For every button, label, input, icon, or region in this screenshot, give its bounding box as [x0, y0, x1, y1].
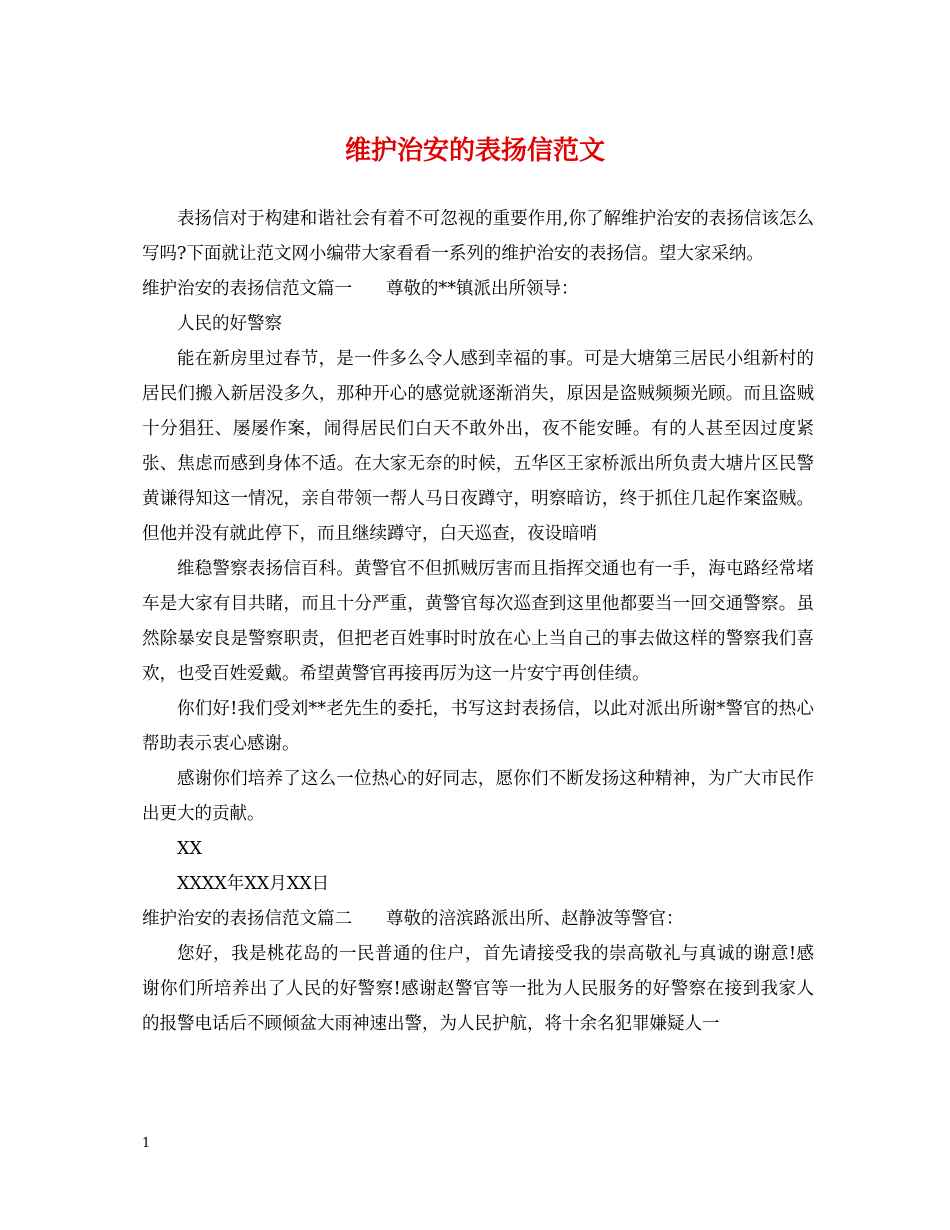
paragraph: 人民的好警察	[177, 314, 282, 334]
section-title: 维护治安的表扬信范文篇一	[142, 279, 352, 299]
paragraph: 能在新房里过春节，是一件多么令人感到幸福的事。可是大塘第三居民小组新村的居民们搬入新居没多久，那种开心的感觉就逐渐消失，原因是盗贼频频光顾。而且盗贼十分猖狂、屡屡作案，闹得居民们白天不敢外出，夜不能安睡。有的人甚至因过度紧张、焦虑而感到身体不适。在大家无奈的时候，五华区王家桥派出所负责大塘片区民警黄谦得知这一情况，亲自带领一帮人马日夜蹲守，明察暗访，终于抓住几起作案盗贼。但他并没有就此停下，而且继续蹲守，白天巡查，夜设暗哨	[142, 349, 814, 544]
section-heading	[142, 902, 814, 937]
intro-paragraph: 表扬信对于构建和谐社会有着不可忽视的重要作用,你了解维护治安的表扬信该怎么写吗?下面就让范文网小编带大家看看一系列的维护治安的表扬信。望大家采纳。	[142, 209, 814, 264]
section-heading	[142, 272, 814, 307]
paragraph: 感谢你们培养了这么一位热心的好同志，愿你们不断发扬这种精神，为广大市民作出更大的贡献。	[142, 769, 814, 824]
paragraph: 您好，我是桃花岛的一民普通的住户，首先请接受我的崇高敬礼与真诚的谢意!感谢你们所培养出了人民的好警察!感谢赵警官等一批为人民服务的好警察在接到我家人的报警电话后不顾倾盆大雨神速出警，为人民护航，将十余名犯罪嫌疑人一	[142, 944, 814, 1034]
section-title: 维护治安的表扬信范文篇二	[142, 909, 352, 929]
date-line: XXXX年XX月XX日	[177, 874, 330, 894]
page-title: 维护治安的表扬信范文	[344, 136, 605, 166]
page-number: 1	[142, 1136, 151, 1151]
document-body	[142, 202, 814, 1042]
signature: XX	[177, 839, 202, 859]
paragraph: 维稳警察表扬信百科。黄警官不但抓贼厉害而且指挥交通也有一手，海屯路经常堵车是大家有目共睹，而且十分严重，黄警官每次巡查到这里他都要当一回交通警察。虽然除暴安良是警察职责，但把老百姓事时时放在心上当自己的事去做这样的警察我们喜欢，也受百姓爱戴。希望黄警官再接再厉为这一片安宁再创佳绩。	[142, 559, 814, 684]
paragraph: 你们好!我们受刘**老先生的委托，书写这封表扬信，以此对派出所谢*警官的热心帮助表示衷心感谢。	[142, 699, 814, 754]
salutation: 尊敬的涪滨路派出所、赵静波等警官：	[386, 909, 684, 929]
salutation: 尊敬的**镇派出所领导：	[386, 279, 579, 299]
